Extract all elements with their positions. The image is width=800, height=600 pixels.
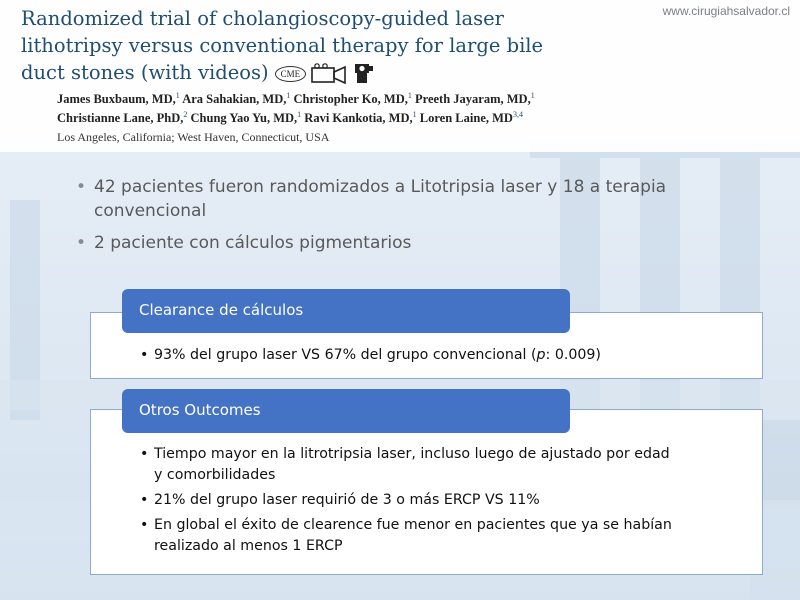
paper-header (0, 0, 800, 152)
outcomes-list (140, 444, 680, 561)
summary-bullet: • 42 pacientes fueron randomizados a Litotripsia laser y 18 a terapia convencional (76, 175, 756, 223)
p-value-label: p (536, 347, 546, 363)
clearance-item-text: 93% del grupo laser VS 67% del grupo convencional ( (154, 347, 537, 363)
author (191, 111, 302, 125)
author-name: Preeth Jayaram, MD, (415, 92, 531, 107)
title-icons (275, 62, 375, 86)
author (294, 92, 412, 106)
author-affiliation: 1 (175, 91, 180, 100)
summary-bullet: • 2 paciente con cálculos pigmentarios (76, 231, 756, 255)
author-affiliation: 1 (297, 110, 302, 120)
author-affiliation: 3,4 (512, 110, 523, 120)
paper-title (21, 5, 641, 86)
author-name: James Buxbaum, MD, (57, 92, 176, 107)
author (57, 92, 180, 106)
author-name: Chung Yao Yu, MD, (190, 111, 298, 126)
author-affiliation: 1 (530, 91, 535, 100)
author-name: Christopher Ko, MD, (293, 92, 408, 107)
outcome-item: • En global el éxito de clearence fue menor en pacientes que ya se habían realizado al menos 1 ERCP (140, 515, 680, 557)
author (415, 92, 535, 106)
author (57, 111, 187, 125)
cme-badge: CME (275, 66, 307, 82)
handheld-camera-icon (352, 62, 374, 86)
clearance-heading: Clearance de cálculos (122, 289, 570, 333)
author-affiliation: 1 (286, 91, 291, 100)
author-affiliation: 1 (407, 91, 412, 100)
author-name: Ravi Kankotia, MD, (304, 111, 413, 126)
clearance-item (140, 345, 680, 366)
author (304, 111, 416, 125)
author (182, 92, 290, 106)
video-camera-icon (311, 63, 347, 85)
title-line-3: duct stones (with videos) (21, 61, 269, 84)
clearance-list (140, 345, 680, 370)
outcome-item: • Tiempo mayor en la litrotripsia laser, incluso luego de ajustado por edad y comorbilidades (140, 444, 680, 486)
author-list (57, 88, 677, 126)
author-name: Christianne Lane, PhD, (57, 111, 184, 126)
outcome-item: • 21% del grupo laser requirió de 3 o más ERCP VS 11% (140, 490, 680, 511)
author (420, 111, 523, 125)
author-name: Ara Sahakian, MD, (182, 92, 287, 107)
title-line-1: Randomized trial of cholangioscopy-guided laser (21, 7, 504, 30)
author-affiliation: 2 (183, 110, 188, 120)
clearance-item-value: : 0.009) (545, 347, 601, 363)
author-location: Los Angeles, California; West Haven, Connecticut, USA (57, 130, 330, 144)
author-affiliation: 1 (412, 110, 417, 120)
author-name: Loren Laine, MD (419, 111, 513, 126)
website-watermark: www.cirugiahsalvador.cl (662, 4, 790, 18)
title-line-2: lithotripsy versus conventional therapy for large bile (21, 34, 544, 57)
summary-bullets (76, 175, 756, 263)
outcomes-heading: Otros Outcomes (122, 389, 570, 433)
title-line-3-row (21, 59, 641, 86)
